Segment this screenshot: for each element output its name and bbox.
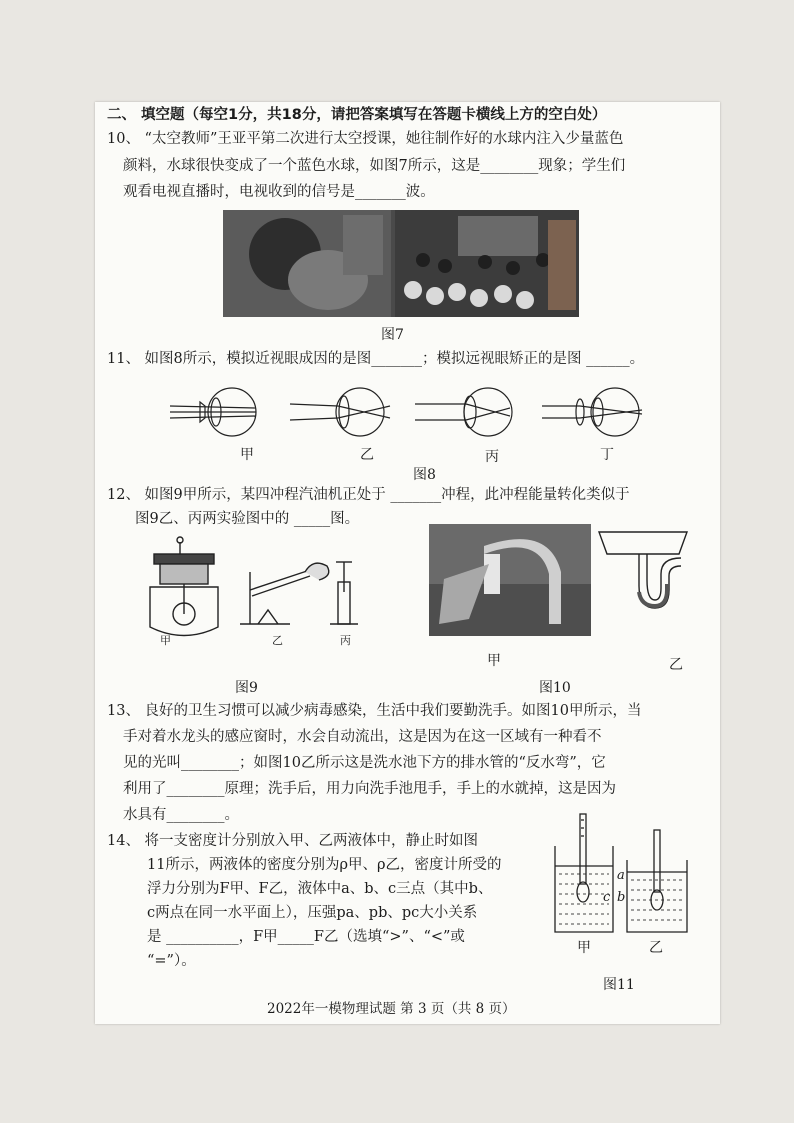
fig10-label-jia: 甲 (487, 653, 501, 669)
figure-11-caption: 图11 (603, 977, 635, 993)
q13-line1: 13、 良好的卫生习惯可以减少病毒感染，生活中我们要勤洗手。如图10甲所示，当 (107, 703, 642, 719)
engine-cylinder (150, 537, 218, 636)
eye-diagram-jia (170, 388, 256, 436)
eye-diagram-bing (415, 388, 512, 436)
eye-label-ding: 丁 (600, 447, 614, 463)
q10-line1: 10、 “太空教师”王亚平第二次进行太空授课，她往制作好的水球内注入少量蓝色 (107, 131, 624, 147)
eye-diagram-yi (290, 388, 390, 436)
figure-8-eye-diagrams (170, 384, 655, 464)
fig9-label-bing: 丙 (340, 634, 351, 647)
q12-line1: 12、 如图9甲所示，某四冲程汽油机正处于 _______冲程，此冲程能量转化类似于 (107, 487, 630, 503)
figure-8-caption: 图8 (413, 467, 436, 483)
q14-line6: “=”）。 (147, 953, 196, 969)
figure-7-caption: 图7 (381, 327, 404, 343)
fig9-label-yi: 乙 (272, 634, 283, 647)
section-title: 二、 填空题（每空1分，共18分，请把答案填写在答题卡横线上方的空白处） (107, 107, 607, 123)
q10-line3: 观看电视直播时，电视收到的信号是_______波。 (123, 184, 435, 200)
figure-10-sink-trap (595, 526, 691, 622)
test-tube-setup (240, 563, 329, 624)
eye-diagram-ding (542, 388, 642, 436)
q11-line1: 11、 如图8所示，模拟近视眼成因的是图_______；模拟远视眼矫正的是图 ______。 (107, 351, 645, 367)
eye-label-yi: 乙 (360, 447, 374, 463)
fig10-label-yi: 乙 (669, 657, 683, 673)
point-c-label: c (603, 890, 611, 905)
beaker-yi (627, 830, 687, 932)
eye-label-bing: 丙 (485, 449, 499, 464)
beaker-jia (555, 814, 613, 932)
q13-line2: 手对着水龙头的感应窗时，水会自动流出，这是因为在这一区域有一种看不 (123, 729, 602, 745)
fire-piston-setup (330, 562, 358, 624)
beaker-label-jia: 甲 (577, 940, 591, 956)
q14-line4: c两点在同一水平面上），压强pa、pb、pc大小关系 (147, 905, 478, 921)
page-footer: 2022年一模物理试题 第 3 页（共 8 页） (267, 1001, 516, 1017)
q14-line1: 14、 将一支密度计分别放入甲、乙两液体中，静止时如图 (107, 833, 479, 849)
figure-10-faucet-photo (429, 524, 591, 636)
figure-7-photos (223, 210, 579, 317)
point-b-label: b (617, 890, 626, 905)
fig9-label-jia: 甲 (160, 634, 171, 647)
q13-line5: 水具有________。 (123, 807, 239, 823)
exam-page (95, 102, 720, 1024)
beaker-label-yi: 乙 (649, 940, 663, 956)
q10-line2: 颜料，水球很快变成了一个蓝色水球，如图7所示，这是________现象；学生们 (123, 158, 626, 174)
q13-line4: 利用了________原理；洗手后，用力向洗手池甩手，手上的水就掉，这是因为 (123, 781, 616, 797)
figure-9-caption: 图9 (235, 680, 258, 696)
figure-10-caption: 图10 (539, 680, 571, 696)
q14-line5: 是 __________，F甲_____F乙（选填“>”、“<”或 (147, 929, 465, 945)
q12-line2: 图9乙、丙两实验图中的 _____图。 (135, 511, 360, 527)
q14-line3: 浮力分别为F甲、F乙，液体中a、b、c三点（其中b、 (147, 881, 493, 897)
figure-11-hydrometer-beakers (547, 810, 697, 970)
q13-line3: 见的光叫________；如图10乙所示这是洗水池下方的排水管的“反水弯”，它 (123, 755, 606, 771)
q14-line2: 11所示，两液体的密度分别为ρ甲、ρ乙，密度计所受的 (147, 857, 502, 873)
eye-label-jia: 甲 (240, 447, 254, 463)
figure-9-engine-experiments (140, 532, 375, 652)
point-a-label: a (617, 868, 625, 883)
